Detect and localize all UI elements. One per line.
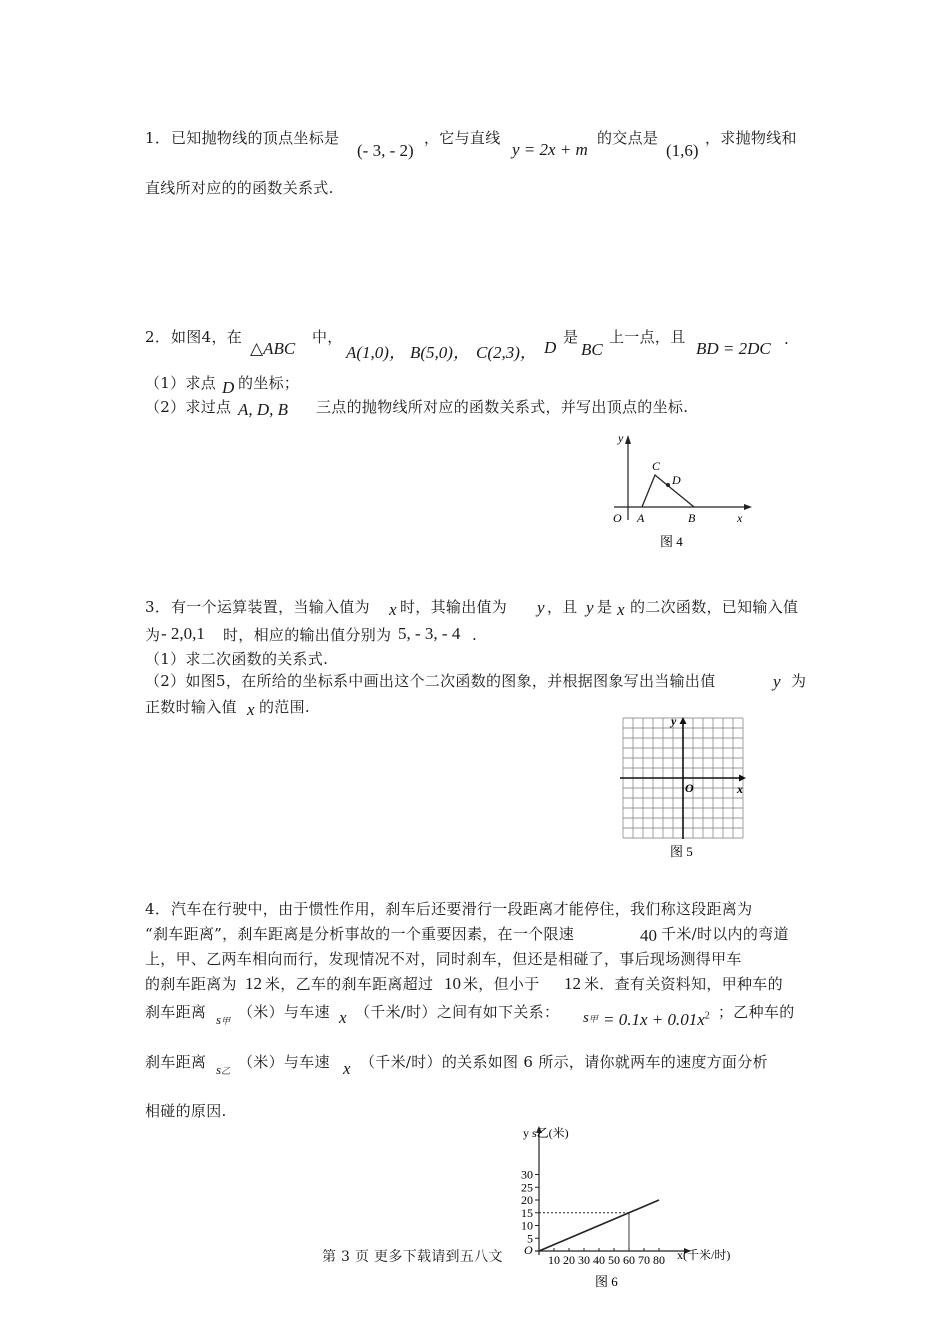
q2-point-a: A(1,0)，	[346, 343, 406, 362]
q3-sub2-b: 为	[791, 672, 807, 690]
q1-line-eq: y = 2x + m	[512, 140, 588, 159]
figure-5	[615, 710, 755, 865]
q3-text-5: 的二次函数，已知输入值	[630, 598, 799, 616]
chart-x-tick-label: 80	[653, 1253, 665, 1267]
q4-line3: 上，甲、乙两车相向而行，发现情况不对，同时刹车，但还是相碰了，事后现场测得甲车	[145, 950, 742, 968]
q4-line5-a: 刹车距离	[145, 1003, 207, 1021]
q2-text-2: 中，	[312, 328, 343, 346]
page-footer: 第 3 页 更多下载请到五八文	[322, 1249, 503, 1265]
q4-sub-jia: 甲	[221, 1016, 231, 1026]
q3-text-4: 是	[597, 598, 613, 616]
fig4-a-label: A	[637, 511, 645, 525]
q2-sub1-d: D	[222, 378, 235, 397]
chart-y-tick-label: 10	[521, 1218, 533, 1233]
fig4-x-arrow	[744, 504, 752, 510]
q3-y1: y	[537, 598, 545, 617]
chart-x-tick-label: 60	[623, 1253, 635, 1267]
fig4-y-label: y	[618, 431, 624, 445]
q4-line4-b: 米，乙车的刹车距离超过	[265, 975, 434, 993]
chart-ticks	[521, 1168, 665, 1268]
chart-x-tick-label: 20	[563, 1253, 575, 1267]
q4-s-symbol: s	[583, 1010, 589, 1026]
chart-x-tick-label: 70	[638, 1253, 650, 1267]
q4-line5-d: ；乙种车的	[718, 1003, 795, 1021]
q2-point-d: D	[544, 338, 557, 357]
q4-line2-a: “刹车距离”，刹车距离是分析事故的一个重要因素，在一个限速	[145, 925, 575, 943]
chart-origin-label: O	[524, 1243, 533, 1257]
q2-sub1-text-a: （1）求点	[145, 374, 217, 392]
q3-line5-b: 的范围.	[259, 698, 310, 716]
q4-s-symbol: s	[216, 1012, 222, 1027]
q2-triangle: △ABC	[250, 339, 296, 358]
fig4-y-arrow	[625, 435, 631, 444]
q3-sub2-a: （2）如图5，在所给的坐标系中画出这个二次函数的图象，并根据图象写出当输出值	[145, 672, 716, 690]
q4-line6-c: （千米/时）的关系如图 6 所示，请你就两车的速度方面分析	[360, 1053, 768, 1071]
q4-line6-a: 刹车距离	[145, 1053, 207, 1071]
q4-sub-jia: 甲	[588, 1014, 598, 1024]
chart-y-tick-label: 25	[521, 1180, 533, 1195]
fig5-y-label: y	[671, 714, 677, 728]
chart-x-tick-label: 10	[548, 1253, 560, 1267]
q4-value-12a: 12	[245, 974, 262, 993]
fig5-caption: 图 5	[670, 844, 693, 859]
q4-line7: 相碰的原因.	[145, 1102, 227, 1120]
q4-s-jia-1	[216, 1012, 230, 1028]
q4-line4-c: 米，但小于	[463, 975, 540, 993]
fig4-point-d	[666, 483, 670, 487]
figure-4	[600, 420, 760, 560]
q4-line5-c: （千米/时）之间有如下关系：	[355, 1003, 560, 1021]
q2-text-1: 如图4，在	[171, 328, 243, 346]
chart-caption: 图 6	[595, 1274, 618, 1289]
q2-point-b: B(5,0)，	[410, 343, 470, 362]
q4-s-symbol: s	[216, 1062, 222, 1077]
q4-formula	[603, 1010, 710, 1030]
q3-text-3: ，且	[547, 598, 578, 616]
fig5-origin-label: O	[685, 781, 694, 795]
chart-x-tick-label: 50	[608, 1253, 620, 1267]
fig5-x-arrow	[739, 775, 746, 782]
q2-point-c: C(2,3)，	[476, 343, 537, 362]
q4-value-12b: 12	[564, 974, 581, 993]
chart-x-label: x(千米/时)	[677, 1248, 731, 1262]
fig4-triangle	[642, 475, 694, 507]
q3-line2-c: .	[472, 626, 478, 644]
figure-6-chart	[505, 1120, 765, 1300]
q1-text-3: 的交点是	[597, 129, 659, 147]
q2-sub2-text-a: （2）求过点	[145, 398, 232, 416]
q3-outputs: 5, - 3, - 4	[398, 624, 461, 643]
q4-line2-b: 千米/时以内的弯道	[661, 925, 789, 943]
q4-number: 4．	[145, 900, 171, 918]
q4-value-10: 10	[444, 974, 461, 993]
q3-text-2: 时，其输出值为	[400, 598, 508, 616]
q4-s-yi	[216, 1062, 230, 1078]
q2-text-3: 是	[563, 328, 579, 346]
q2-relation: BD = 2DC	[696, 339, 771, 358]
q3-number: 3．	[145, 598, 171, 616]
chart-x-tick-label: 40	[593, 1253, 605, 1267]
chart-y-tick-label: 20	[521, 1193, 533, 1207]
q4-line4-d: 米．查有关资料知，甲种车的	[584, 975, 783, 993]
q2-segment-bc: BC	[581, 340, 603, 359]
q3-x2: x	[617, 600, 625, 619]
q3-inputs: - 2,0,1	[161, 624, 205, 643]
q1-vertex: (- 3, - 2)	[357, 141, 414, 160]
q3-y2: y	[586, 598, 594, 617]
q4-line4-a: 的刹车距离为	[145, 975, 237, 993]
q2-sub2-points: A, D, B	[238, 400, 289, 419]
q1-number: 1．	[145, 129, 171, 147]
q2-number: 2．	[145, 328, 171, 346]
q4-x-1: x	[339, 1008, 347, 1027]
chart-y-tick-label: 30	[521, 1167, 533, 1182]
chart-series-line	[539, 1200, 659, 1251]
q3-line5-a: 正数时输入值	[145, 698, 237, 716]
fig4-caption: 图 4	[660, 534, 683, 549]
fig5-x-label: x	[737, 782, 743, 796]
q1-text-5: 直线所对应的的函数关系式.	[145, 179, 334, 197]
q4-sub-yi: 乙	[221, 1066, 231, 1076]
fig4-x-label: x	[737, 511, 743, 525]
chart-y-tick-label: 5	[527, 1231, 533, 1246]
q4-line5-b: （米）与车速	[238, 1003, 330, 1021]
q4-line6-b: （米）与车速	[238, 1053, 330, 1071]
chart-x-tick-label: 30	[578, 1253, 590, 1267]
q3-line2-b: 时，相应的输出值分别为	[223, 626, 392, 644]
chart-y-tick-label: 15	[521, 1205, 533, 1220]
fig4-origin-label: O	[613, 511, 622, 525]
q2-sub2-text-b: 三点的抛物线所对应的函数关系式，并写出顶点的坐标.	[316, 398, 689, 416]
q2-sub1-text-b: 的坐标；	[238, 374, 300, 392]
q3-sub1: （1）求二次函数的关系式.	[145, 650, 329, 668]
q1-text-2: ，它与直线	[424, 129, 501, 147]
q4-s-jia-2	[583, 1010, 598, 1027]
q2-text-4: 上一点，且	[609, 328, 686, 346]
q3-sub2-y: y	[773, 672, 781, 691]
q4-x-2: x	[343, 1059, 351, 1078]
q3-text-1: 有一个运算装置，当输入值为	[171, 598, 370, 616]
fig4-b-label: B	[688, 511, 696, 525]
q2-period: .	[784, 330, 790, 348]
q4-formula-body: = 0.1x + 0.01x	[603, 1010, 705, 1029]
q4-formula-exp: 2	[704, 1010, 710, 1022]
fig4-d-label: D	[672, 473, 681, 487]
q3-line5-x: x	[247, 700, 255, 719]
q1-text-4: ，求抛物线和	[705, 129, 797, 147]
q4-line1: 汽车在行驶中，由于惯性作用，刹车后还要滑行一段距离才能停住，我们称这段距离为	[171, 900, 753, 918]
q1-text-1: 已知抛物线的顶点坐标是	[171, 129, 340, 147]
q3-line2-a: 为	[145, 626, 161, 644]
chart-series	[539, 1200, 659, 1251]
chart-axes	[535, 1126, 691, 1255]
chart-y-label: y s乙(米)	[523, 1126, 569, 1140]
q4-speed-limit: 40	[640, 926, 657, 945]
q1-intersection: (1,6)	[666, 141, 699, 160]
q3-x1: x	[389, 600, 397, 619]
fig4-c-label: C	[652, 459, 661, 473]
